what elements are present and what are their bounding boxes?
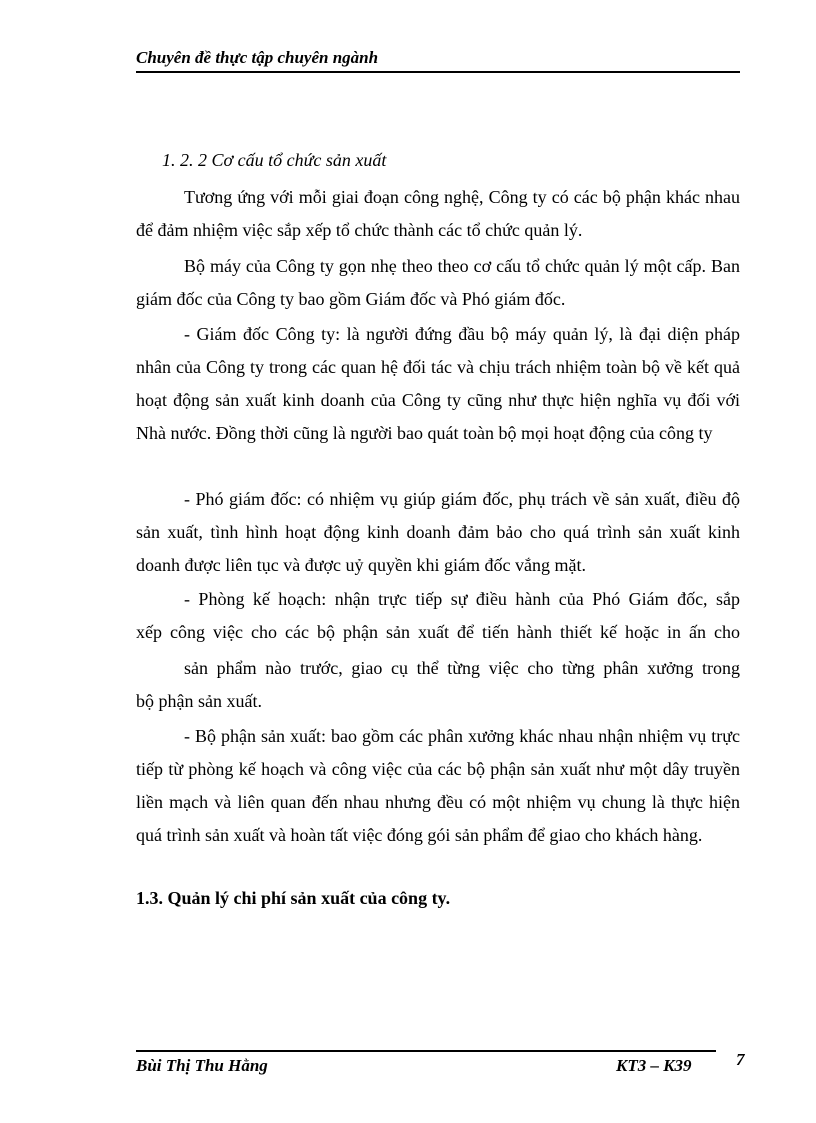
paragraph-structure: Bộ máy của Công ty gọn nhẹ theo theo cơ cấu tổ chức quản lý một cấp. Ban giám đốc của Công ty bao gồm Giám đốc và Phó giám đốc. <box>136 256 740 309</box>
paragraph-director: - Giám đốc Công ty: là người đứng đầu bộ máy quản lý, là đại diện pháp nhân của Công ty trong các quan hệ đối tác và chịu trách nhiệm toàn bộ về kết quả hoạt động sản xuất kinh doanh của Công ty cũng như thực hiện nghĩa vụ đối với Nhà nước. Đồng thời cũng là người bao quát toàn bộ mọi hoạt động của công ty <box>136 324 740 443</box>
paragraph-planning-line-4: bộ phận sản xuất. <box>136 691 262 711</box>
section-heading: 1. 2. 2 Cơ cấu tổ chức sản xuất <box>162 150 387 170</box>
header-divider <box>136 71 740 73</box>
subsection-heading: 1.3. Quản lý chi phí sản xuất của công ty. <box>136 888 451 908</box>
page-number: 7 <box>736 1050 745 1069</box>
header-title: Chuyên đề thực tập chuyên ngành <box>136 48 379 67</box>
paragraph-production-dept: - Bộ phận sản xuất: bao gồm các phân xưởng khác nhau nhận nhiệm vụ trực tiếp từ phòng kế hoạch và công việc của các bộ phận sản xuất như một dây truyền liền mạch và liên quan đến nhau nhưng đều có một nhiệm vụ chung là thực hiện quá trình sản xuất và hoàn tất việc đóng gói sản phẩm để giao cho khách hàng. <box>136 726 740 845</box>
paragraph-planning-line-2: xếp công việc cho các bộ phận sản xuất để tiến hành thiết kế hoặc in ấn cho <box>136 622 740 642</box>
paragraph-planning-line-3: sản phẩm nào trước, giao cụ thể từng việc cho từng phân xưởng trong <box>184 658 740 678</box>
footer-class-code: KT3 – K39 <box>616 1056 692 1075</box>
footer-divider <box>136 1050 716 1052</box>
paragraph-planning-line-1: - Phòng kế hoạch: nhận trực tiếp sự điều hành của Phó Giám đốc, sắp <box>184 589 740 609</box>
paragraph-intro: Tương ứng với mỗi giai đoạn công nghệ, Công ty có các bộ phận khác nhau để đảm nhiệm việc sắp xếp tổ chức thành các tổ chức quản lý. <box>136 187 740 240</box>
paragraph-deputy-director: - Phó giám đốc: có nhiệm vụ giúp giám đốc, phụ trách về sản xuất, điều độ sản xuất, tình hình hoạt động kinh doanh đảm bảo cho quá trình sản xuất kinh doanh được liên tục và được uỷ quyền khi giám đốc vắng mặt. <box>136 489 740 575</box>
footer-author: Bùi Thị Thu Hằng <box>136 1056 268 1075</box>
